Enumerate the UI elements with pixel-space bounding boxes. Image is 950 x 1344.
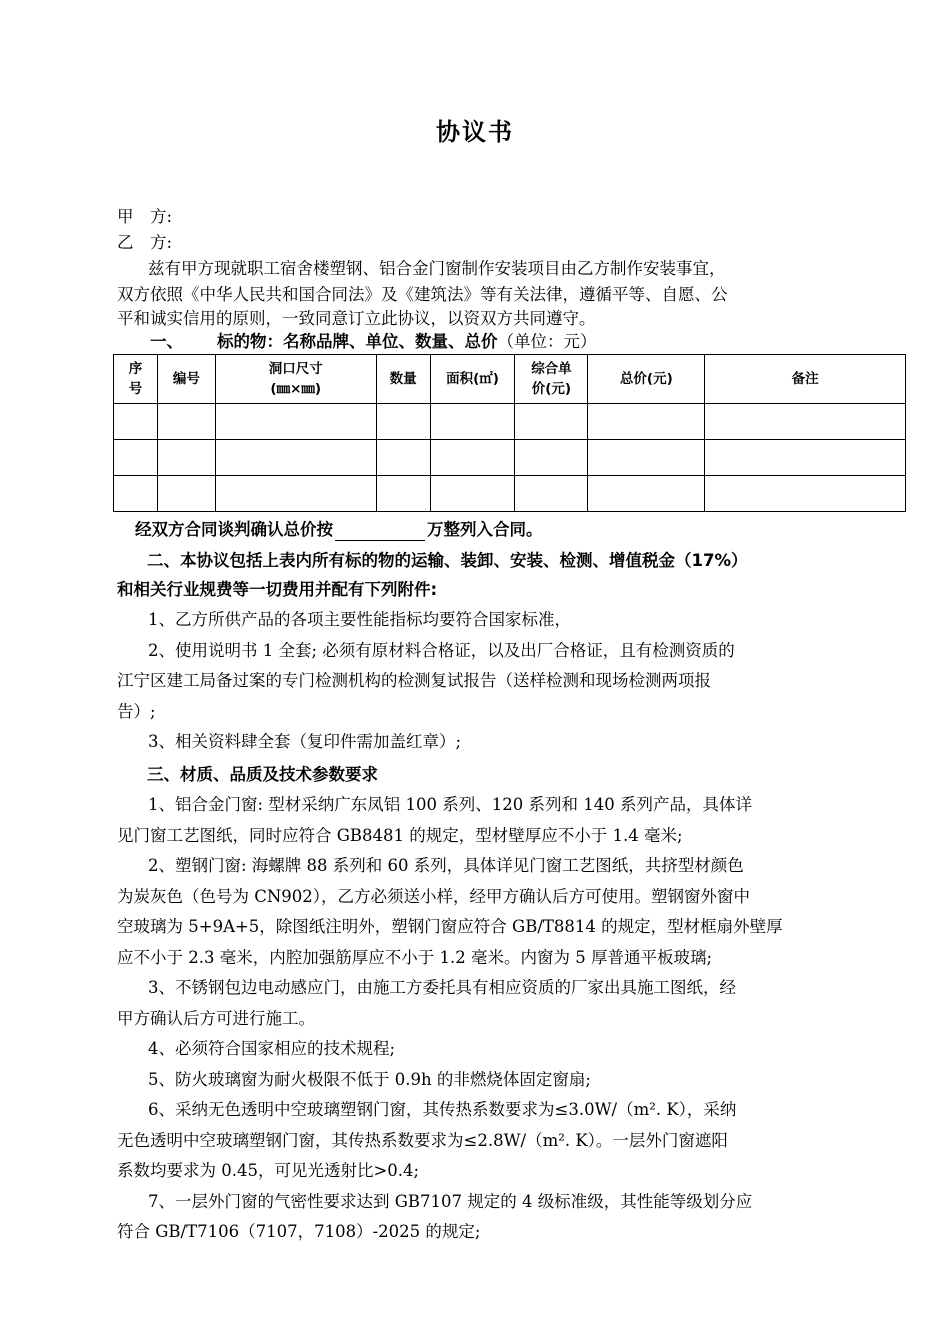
table-row [114,404,906,440]
requirement-item-line: 为炭灰色（色号为 CN902），乙方必须送小样，经甲方确认后方可使用。塑钢窗外窗中 [117,886,751,906]
table-cell [588,476,705,512]
table-cell [215,440,376,476]
table-header-cell [705,355,906,404]
table-cell [114,440,158,476]
party-b-label: 乙 方: [117,233,173,252]
table-cell [515,476,588,512]
table-cell [705,476,906,512]
intro-line-1: 兹有甲方现就职工宿舍楼塑钢、铝合金门窗制作安装项目由乙方制作安装事宜， [148,259,726,278]
table-header-cell [157,355,215,404]
bid-items-table [113,354,906,512]
requirement-item [117,852,847,972]
attachment-item [117,606,847,634]
requirement-item-line: 6、采纳无色透明中空玻璃塑钢门窗，其传热系数要求为≤3.0W/（m². K），采纳 [148,1100,737,1119]
section-1-number: 一、 [150,332,183,351]
table-header-cell [215,355,376,404]
attachment-item [117,728,847,756]
requirement-item-line: 见门窗工艺图纸，同时应符合 GB8481 的规定，型材壁厚应不小于 1.4 毫米; [117,825,683,845]
attachment-item-line: 告）; [117,701,156,721]
requirement-item-line: 5、防火玻璃窗为耐火极限不低于 0.9h 的非燃烧体固定窗扇; [148,1069,591,1089]
requirement-item [117,974,847,1033]
table-header-cell [588,355,705,404]
requirement-item-line: 空玻璃为 5+9A+5，除图纸注明外，塑钢门窗应符合 GB/T8814 的规定，型材框扇外壁厚 [117,917,783,936]
table-cell [705,440,906,476]
table-header-cell [430,355,515,404]
requirement-item-line: 应不小于 2.3 毫米，内腔加强筋厚应不小于 1.2 毫米。内窗为 5 厚普通平板玻璃; [117,947,713,967]
requirement-item-line: 4、必须符合国家相应的技术规程; [148,1039,396,1058]
total-confirmation [135,519,543,541]
attachment-item [117,637,847,726]
section-3-items [117,791,847,1249]
table-header-text: 总价(元) [619,371,673,387]
attachment-item-line: 2、使用说明书 1 全套; 必须有原材料合格证，以及出厂合格证，且有检测资质的 [148,640,735,660]
table-header-text: 综合单 [531,361,572,377]
intro-line-2: 双方依照《中华人民共和国合同法》及《建筑法》等有关法律，遵循平等、自愿、公 [117,285,728,304]
table-cell [430,476,515,512]
requirement-item [117,791,847,850]
requirement-item-line: 2、塑钢门窗: 海螺牌 88 系列和 60 系列，具体详见门窗工艺图纸，共挤型材颜色 [148,856,744,875]
table-header-cell [376,355,430,404]
table-cell [114,476,158,512]
section-2-line-1: 二、本协议包括上表内所有标的物的运输、装卸、安装、检测、增值税金（17%） [147,551,748,570]
table-cell [430,404,515,440]
table-cell [215,476,376,512]
table-cell [157,404,215,440]
table-cell [430,440,515,476]
table-header-text: 序 [128,361,143,377]
table-cell [114,404,158,440]
requirement-item-line: 7、一层外门窗的气密性要求达到 GB7107 规定的 4 级标准级，其性能等级划分应 [148,1191,753,1211]
table-row [114,476,906,512]
requirement-item-line: 甲方确认后方可进行施工。 [117,1008,315,1028]
table-header-text: 数量 [389,371,417,387]
section-3-heading: 三、材质、品质及技术参数要求 [147,765,378,784]
table-cell [588,404,705,440]
table-header-text: 编号 [172,371,200,387]
table-cell [215,404,376,440]
table-cell [157,476,215,512]
requirement-item-line: 系数均要求为 0.45，可见光透射比>0.4; [117,1161,420,1180]
table-cell [515,404,588,440]
section-1-heading [150,331,597,353]
requirement-item-line: 符合 GB/T7106（7107，7108）-2025 的规定; [117,1222,481,1241]
table-header-text: 洞口尺寸 [268,361,323,377]
section-2-items [117,606,847,759]
table-cell [157,440,215,476]
table-header-text: 号 [128,381,143,397]
table-header-text: 价(元) [531,381,572,397]
section-2-line-2: 和相关行业规费等一切费用并配有下列附件: [117,580,438,599]
table-header-row [114,355,906,404]
section-1-unit: （单位：元） [497,332,597,351]
table-cell [376,404,430,440]
requirement-item [117,1035,847,1063]
table-header-cell [114,355,158,404]
table-cell [705,404,906,440]
table-header-text: 面积(㎡) [446,371,499,387]
total-confirmation-after: 万整列入合同。 [427,520,543,539]
total-amount-blank [335,522,425,541]
attachment-item-line: 1、乙方所供产品的各项主要性能指标均要符合国家标准， [148,610,571,629]
table-cell [376,440,430,476]
party-a-label: 甲 方: [117,207,173,226]
table-header-text: (㎜×㎜) [270,381,322,397]
requirement-item-line: 1、铝合金门窗: 型材采纳广东凤铝 100 系列、120 系列和 140 系列产品，具体详 [148,795,753,814]
requirement-item-line: 无色透明中空玻璃塑钢门窗，其传热系数要求为≤2.8W/（m². K）。一层外门窗遮阳 [117,1130,728,1150]
total-confirmation-before: 经双方合同谈判确认总价按 [135,520,333,539]
requirement-item [117,1188,847,1247]
intro-line-3: 平和诚实信用的原则，一致同意订立此协议，以资双方共同遵守。 [117,309,596,328]
requirement-item [117,1096,847,1185]
requirement-item-line: 3、不锈钢包边电动感应门，由施工方委托具有相应资质的厂家出具施工图纸，经 [148,978,736,997]
table-cell [515,440,588,476]
table-cell [588,440,705,476]
table-cell [376,476,430,512]
table-header-cell [515,355,588,404]
document-title: 协议书 [436,118,514,146]
table-row [114,440,906,476]
requirement-item [117,1066,847,1094]
table-header-text: 备注 [791,371,819,387]
attachment-item-line: 江宁区建工局备过案的专门检测机构的检测复试报告（送样检测和现场检测两项报 [117,671,711,690]
section-1-title: 标的物：名称品牌、单位、数量、总价 [217,332,498,351]
attachment-item-line: 3、相关资料肆全套（复印件需加盖红章）; [148,732,462,751]
